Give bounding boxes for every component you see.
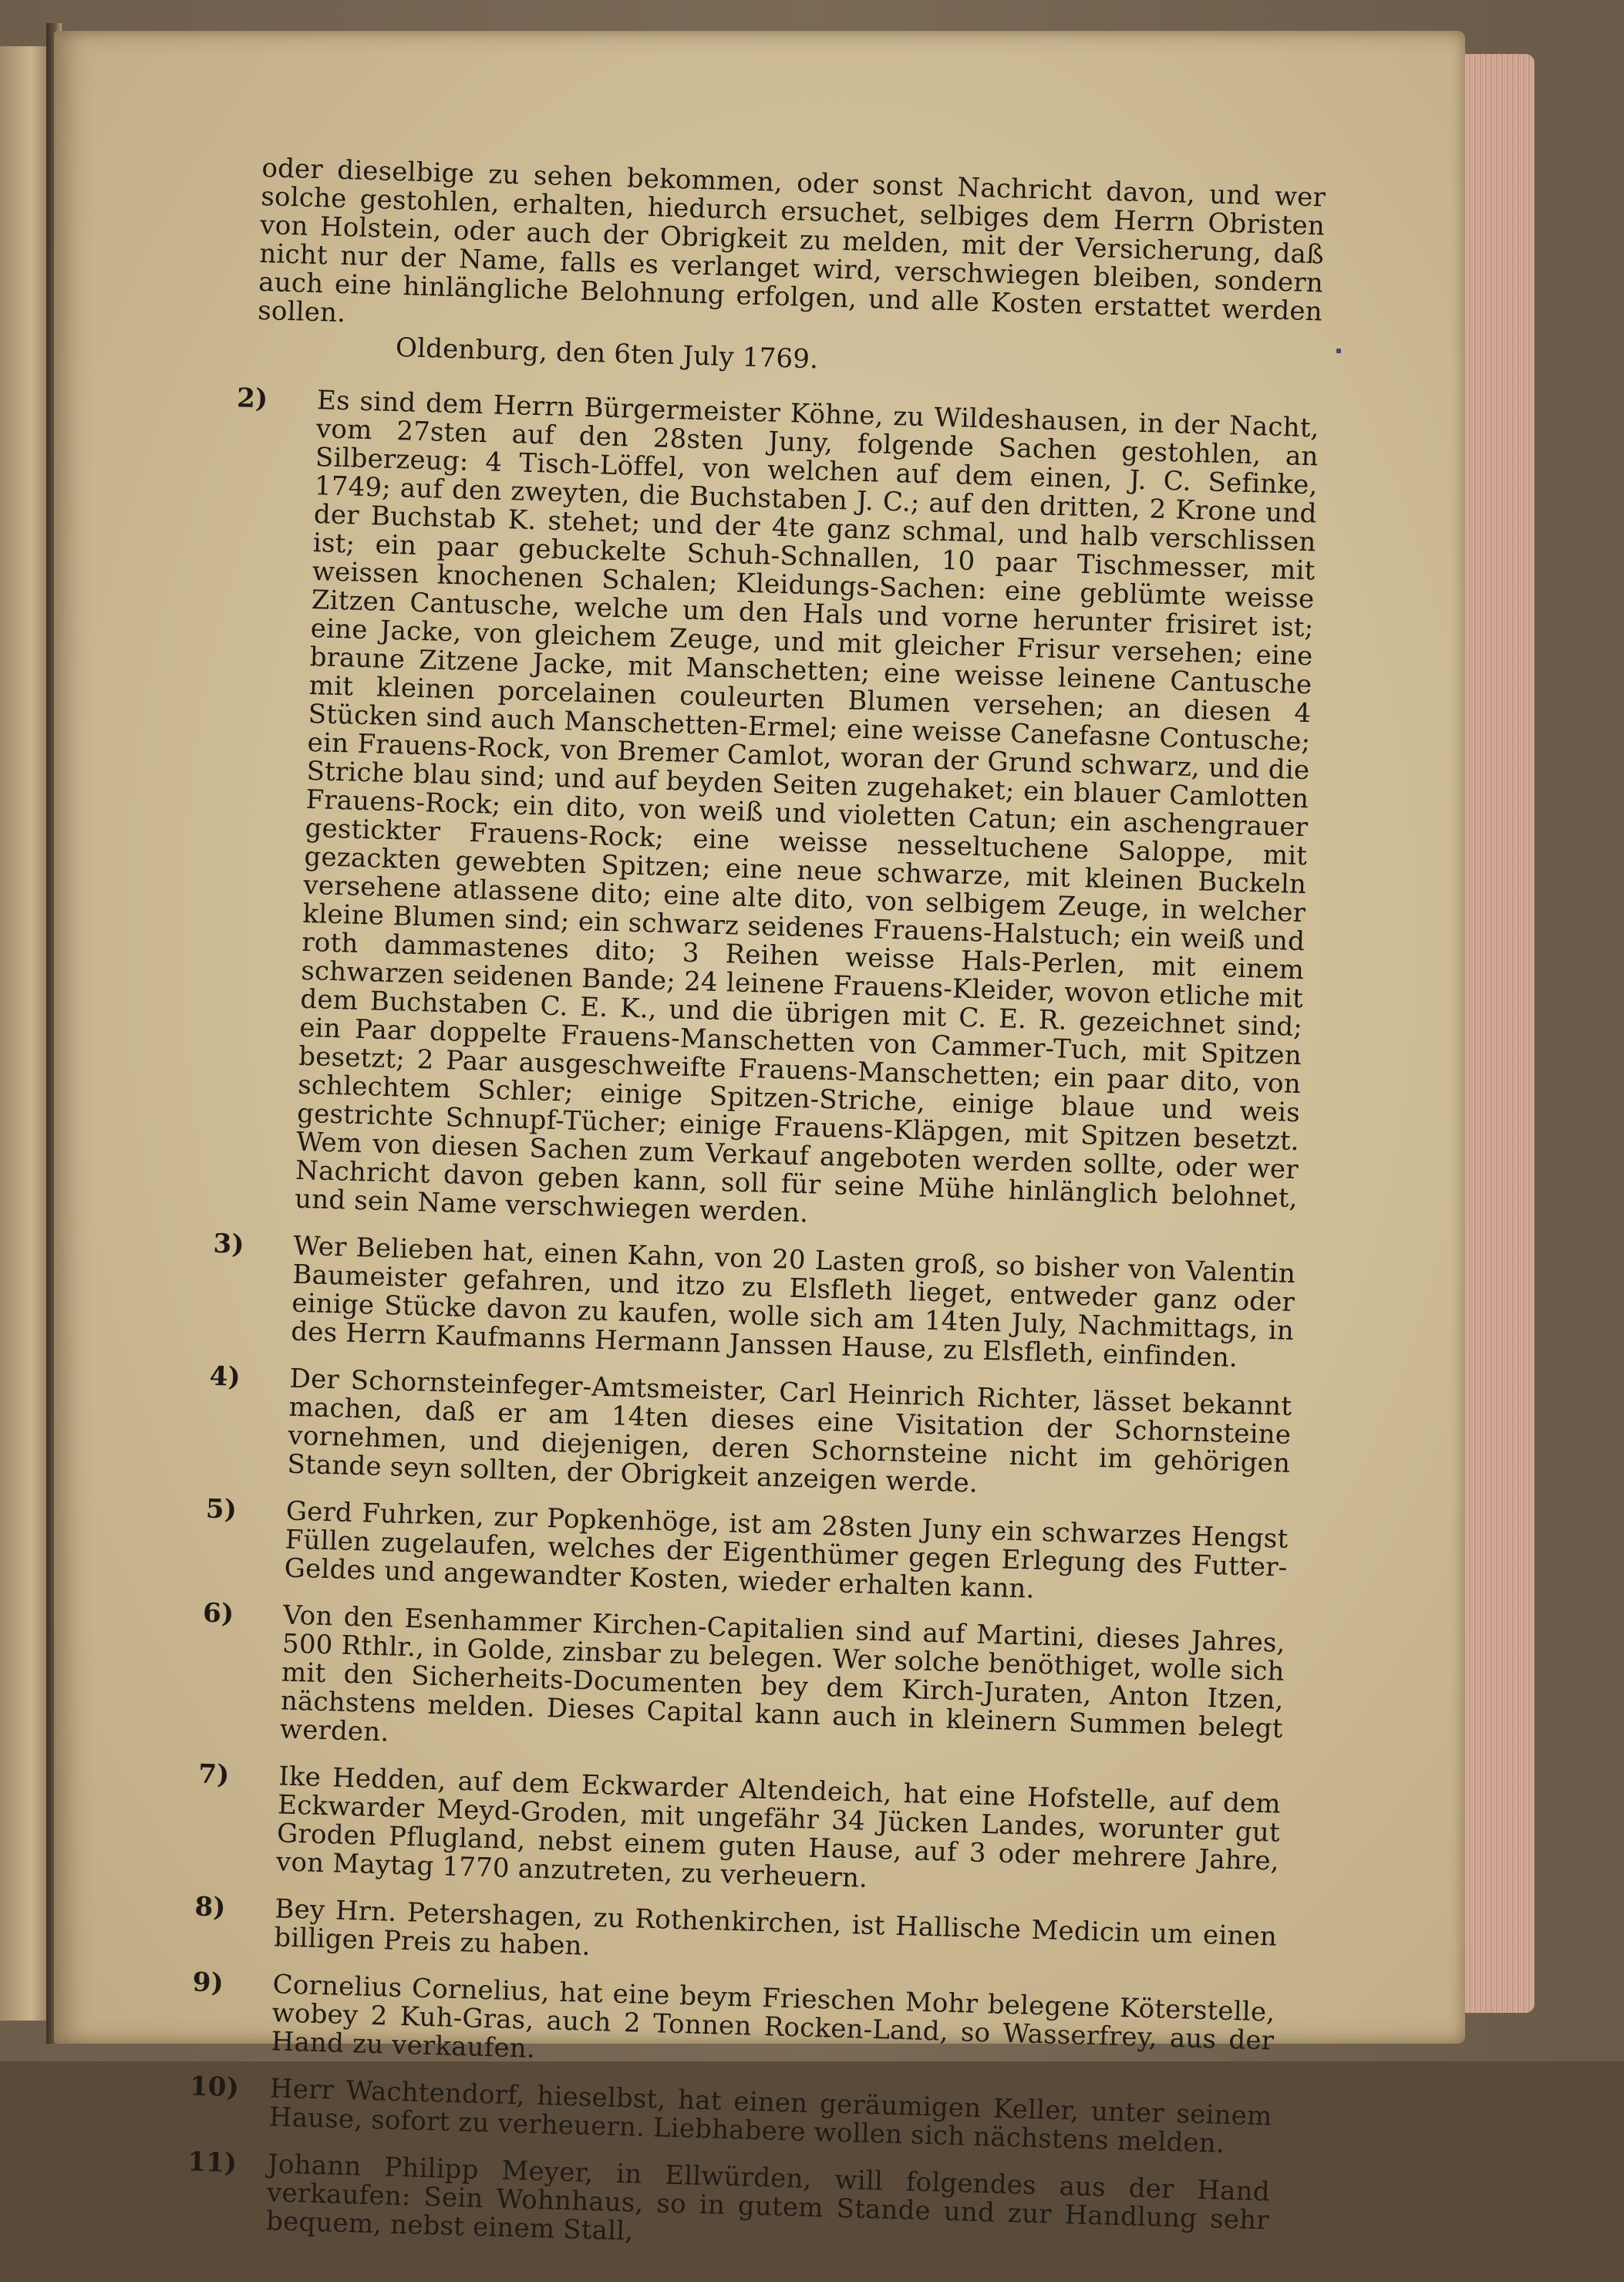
notice-entry — [187, 2146, 1271, 2263]
notice-entry — [202, 1597, 1286, 1771]
entry-number: 9) — [192, 1967, 224, 1999]
entry-number: 4) — [209, 1360, 241, 1393]
entry-text: Der Schornsteinfeger-Amtsmeister, Carl Heinrich Richter, lässet bekannt machen, daß er am 14ten dieses eine Visitation der Schornsteine vornehmen, und diejenigen, deren Schornsteine nicht im gehörigen Stande seyn sollten, der Obrigkeit anzeigen werde. — [287, 1363, 1292, 1499]
page-text — [187, 153, 1326, 2282]
printed-page — [54, 31, 1465, 2247]
notice-entry — [197, 1758, 1282, 1904]
entry-text: Es sind dem Herrn Bürgermeister Köhne, zu Wildeshausen, in der Nacht, vom 27sten auf den 28sten Juny, folgende Sachen gestohlen, an Silberzeug: 4 Tisch-Löffel, von welchen auf dem einen, J. C. Sefinke, 1749; auf den zweyten, die Buchstaben J. C.; auf den dritten, 2 Krone und der Buchstab K. stehet; und der 4te ganz schmal, und halb verschlissen ist; ein paar gebuckelte Schuh-Schnallen, 10 paar Tischmesser, mit weissen knochenen Schalen; Kleidungs-Sachen: eine geblümte weisse Zitzen Cantusche, welche um den Hals und vorne herunter frisiret ist; eine Jacke, von gleichem Zeuge, und mit gleicher Frisur versehen; eine braune Zitzene Jacke, mit Manschetten; eine weisse leinene Cantusche mit kleinen porcelainen couleurten Blumen versehen; an diesen 4 Stücken sind auch Manschetten-Ermel; eine weisse Canefasne Contusche; ein Frauens-Rock, von Bremer Camlot, woran der Grund schwarz, und die Striche blau sind; und auf beyden Seiten zugehaket; ein blauer Camlotten Frauens-Rock; ein dito, von weiß und violetten Catun; ein aschengrauer gestickter Frauens-Rock; eine weisse nesseltuchene Saloppe, mit gezackten gewebten Spitzen; eine neue schwarze, mit kleinen Buckeln versehene atlassene dito; eine alte dito, von selbigem Zeuge, in welcher kleine Blumen sind; ein schwarz seidenes Frauens-Halstuch; ein weiß und roth dammastenes dito; 3 Reihen weisse Hals-Perlen, mit einem schwarzen seidenen Bande; 24 leinene Frauens-Kleider, wovon etliche mit dem Buchstaben C. E. K., und die übrigen mit C. E. R. gezeichnet sind; ein Paar doppelte Frauens-Manschetten von Cammer-Tuch, mit Spitzen besetzt; 2 Paar ausgeschweifte Frauens-Manschetten; ein paar dito, von schlechtem Schler; einige Spitzen-Striche, einige blaue und weis gestrichte Schnupf-Tücher; einige Frauens-Kläpgen, mit Spitzen besetzt. Wem von diesen Sachen zum Verkauf angeboten werden sollte, oder wer Nachricht davon geben kann, soll für seine Mühe hinlänglich belohnet, und sein Name verschwiegen werden. — [294, 385, 1320, 1229]
entry-number: 11) — [187, 2146, 238, 2179]
entry-text: Johann Philipp Meyer, in Ellwürden, will folgendes aus der Hand verkaufen: Sein Wohnhaus, so in gutem Stande und zur Handlung sehr bequem, nebst einem Stall, — [265, 2149, 1271, 2247]
entry-text: Bey Hrn. Petershagen, zu Rothenkirchen, ist Hallische Medicin um einen billigen Preis zu haben. — [273, 1893, 1278, 1962]
entry-number: 8) — [194, 1891, 227, 1923]
entry-text: Gerd Fuhrken, zur Popkenhöge, ist am 28sten Juny ein schwarzes Hengst Füllen zugelaufen, welches der Eigenthümer gegen Erlegung des Futter-Geldes und angewandter Kosten, wieder erhalten kann. — [284, 1495, 1289, 1605]
notice-entry — [192, 1967, 1275, 2084]
notice-entry — [194, 1891, 1278, 1980]
entry-text: Ike Hedden, auf dem Eckwarder Altendeich, hat eine Hofstelle, auf dem Eckwarder Meyd-Groden, mit ungefähr 34 Jücken Landes, worunter gut Groden Pflugland, nebst einem guten Hause, auf 3 oder mehrere Jahre, von Maytag 1770 anzutreten, zu verheuern. — [275, 1761, 1282, 1894]
notice-entry — [212, 1228, 1296, 1374]
entry-text: Von den Esenhammer Kirchen-Capitalien sind auf Martini, dieses Jahres, 500 Rthlr., in Golde, zinsbar zu belegen. Wer solche benöthiget, wolle sich mit den Sicherheits-Documenten bey dem Kirch-Juraten, Anton Itzen, nächstens melden. Dieses Capital kann auch in kleinern Summen belegt werden. — [279, 1599, 1286, 1748]
entry-number: 2) — [236, 383, 268, 415]
entry-number: 3) — [212, 1228, 245, 1260]
left-page-edge — [0, 46, 52, 2021]
notice-entry — [189, 2071, 1273, 2160]
entry-text: Wer Belieben hat, einen Kahn, von 20 Lasten groß, so bisher von Valentin Baumeister gefahren, und itzo zu Elsfleth lieget, entweder ganz oder einige Stücke davon zu kaufen, wolle sich am 14ten July, Nachmittags, in des Herrn Kaufmanns Hermann Janssen Hause, zu Elsfleth, einfinden. — [290, 1230, 1296, 1374]
entry-text: Herr Wachtendorf, hieselbst, hat einen geräumigen Keller, unter seinem Hause, sofort zu verheuern. Liebhabere wollen sich nächstens melden. — [268, 2073, 1273, 2159]
entry-number: 5) — [205, 1493, 238, 1525]
notice-entry — [205, 1493, 1289, 1610]
dateline: Oldenburg, den 6ten July 1769. — [395, 332, 819, 376]
notice-entry — [233, 385, 1319, 1242]
entry-text: Cornelius Cornelius, hat eine beym Frieschen Mohr belegene Köterstelle, wobey 2 Kuh-Gras, auch 2 Tonnen Rocken-Land, so Wasserfrey, aus der Hand zu verkaufen. — [271, 1969, 1275, 2065]
intro-paragraph: oder dieselbige zu sehen bekommen, oder sonst Nachricht davon, und wer solche gestohlen, erhalten, hiedurch ersuchet, selbiges dem Herrn Obristen von Holstein, oder auch der Obrigkeit zu melden, mit der Versicherung, daß nicht nur der Name, falls es verlanget wird, verschwiegen bleiben, sondern auch eine hinlängliche Belohnung erfolgen, und alle Kosten erstattet werden sollen. — [257, 153, 1326, 329]
notice-entry — [209, 1360, 1292, 1506]
entry-number: 10) — [189, 2071, 240, 2104]
entry-number: 7) — [197, 1758, 231, 1791]
ink-mark — [1336, 349, 1341, 353]
entry-number: 6) — [202, 1597, 234, 1630]
